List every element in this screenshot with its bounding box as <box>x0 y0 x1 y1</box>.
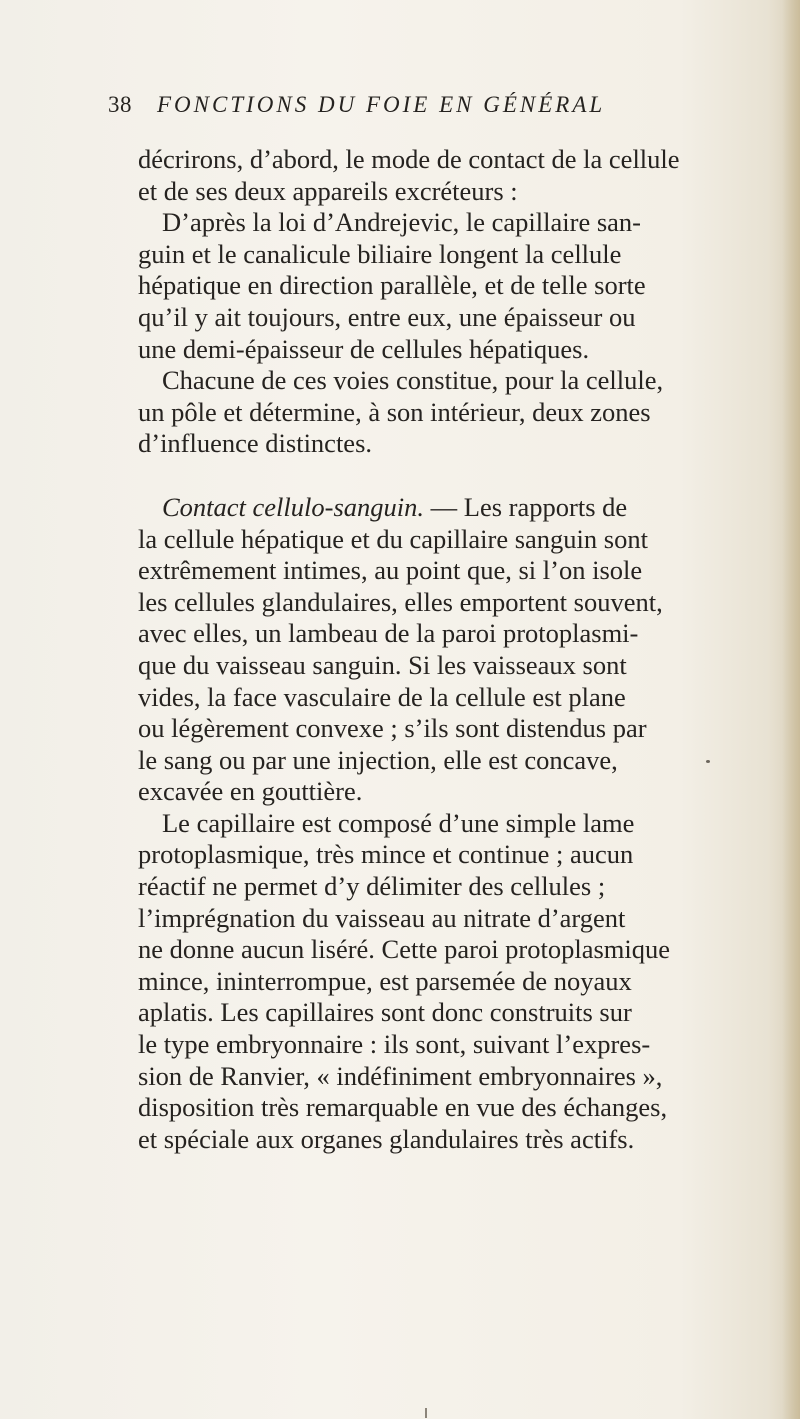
text-line: d’influence distinctes. <box>138 428 373 459</box>
running-header <box>108 92 708 132</box>
text-line: aplatis. Les capillaires sont donc construits sur <box>138 997 632 1028</box>
text-line: et spéciale aux organes glandulaires très actifs. <box>138 1123 635 1154</box>
text-line: le sang ou par une injection, elle est concave, <box>138 744 618 775</box>
text-line: les cellules glandulaires, elles emportent souvent, <box>138 586 663 617</box>
text-line: décrirons, d’abord, le mode de contact de la cellule <box>138 144 680 174</box>
text-line: et de ses deux appareils excréteurs : <box>138 175 518 206</box>
text-line: extrêmement intimes, au point que, si l’on isole <box>138 555 643 586</box>
text-line: une demi-épaisseur de cellules hépatiques. <box>138 333 590 364</box>
text-line: excavée en gouttière. <box>138 776 363 807</box>
body-text <box>138 144 698 1155</box>
text-line: mince, ininterrompue, est parsemée de noyaux <box>138 965 632 996</box>
text-line: disposition très remarquable en vue des échanges, <box>138 1092 668 1123</box>
text-line: l’imprégnation du vaisseau au nitrate d’argent <box>138 902 626 933</box>
text-line: un pôle et détermine, à son intérieur, deux zones <box>138 396 651 427</box>
section-heading-line <box>138 492 698 524</box>
text-line: avec elles, un lambeau de la paroi protoplasmi- <box>138 618 639 649</box>
page-edge-shadow <box>782 0 800 1419</box>
text-line: protoplasmique, très mince et continue ; aucun <box>138 839 634 870</box>
page-number: 38 <box>108 92 132 117</box>
text-line: ou légèrement convexe ; s’ils sont distendus par <box>138 713 647 744</box>
text-line: vides, la face vasculaire de la cellule est plane <box>138 681 626 712</box>
section-heading-rest: — Les rapports de <box>424 491 628 522</box>
bottom-mark <box>425 1408 427 1418</box>
text-line: la cellule hépatique et du capillaire sanguin sont <box>138 523 648 554</box>
section-heading: Contact cellulo-sanguin. <box>162 491 425 522</box>
text-line: Chacune de ces voies constitue, pour la cellule, <box>162 365 664 396</box>
text-line: sion de Ranvier, « indéfiniment embryonnaires », <box>138 1060 663 1091</box>
text-line: hépatique en direction parallèle, et de telle sorte <box>138 270 646 301</box>
text-line: guin et le canalicule biliaire longent la cellule <box>138 238 622 269</box>
text-line: qu’il y ait toujours, entre eux, une épaisseur ou <box>138 301 636 332</box>
paragraph-gap <box>138 460 698 492</box>
text-line: D’après la loi d’Andrejevic, le capillaire san- <box>162 207 641 238</box>
margin-mark <box>706 760 710 763</box>
text-line: que du vaisseau sanguin. Si les vaisseaux sont <box>138 649 627 680</box>
text-line: ne donne aucun liséré. Cette paroi protoplasmique <box>138 934 671 965</box>
text-line: réactif ne permet d’y délimiter des cellules ; <box>138 871 606 902</box>
text-line: Le capillaire est composé d’une simple lame <box>162 807 635 838</box>
running-title: FONCTIONS DU FOIE EN GÉNÉRAL <box>157 92 606 117</box>
text-line: le type embryonnaire : ils sont, suivant l’expres- <box>138 1029 651 1060</box>
